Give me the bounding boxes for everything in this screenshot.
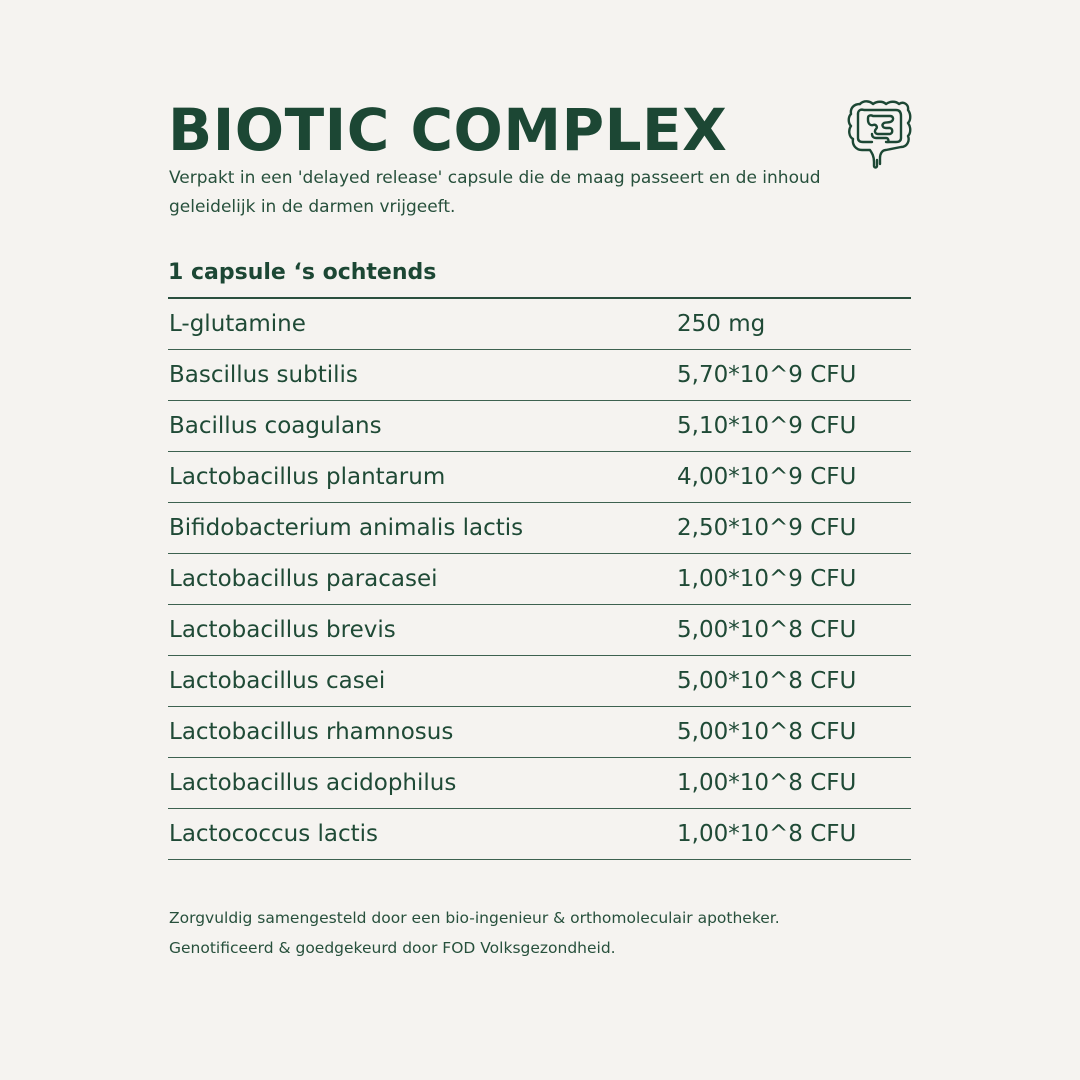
ingredient-amount: 4,00*10^9 CFU — [677, 464, 857, 490]
ingredient-name: Lactobacillus casei — [169, 668, 386, 694]
ingredient-amount: 5,70*10^9 CFU — [677, 362, 857, 388]
ingredient-amount: 5,00*10^8 CFU — [677, 668, 857, 694]
footer-note — [169, 903, 929, 963]
table-row — [168, 350, 911, 401]
ingredient-name: Lactobacillus rhamnosus — [169, 719, 454, 745]
intestine-icon — [846, 92, 914, 170]
ingredient-amount: 1,00*10^8 CFU — [677, 821, 857, 847]
ingredient-name: Lactobacillus acidophilus — [169, 770, 457, 796]
ingredient-amount: 5,00*10^8 CFU — [677, 719, 857, 745]
ingredient-amount: 5,10*10^9 CFU — [677, 413, 857, 439]
ingredient-amount: 2,50*10^9 CFU — [677, 515, 857, 541]
ingredient-name: Lactobacillus paracasei — [169, 566, 438, 592]
ingredient-name: Bacillus coagulans — [169, 413, 382, 439]
table-row — [168, 401, 911, 452]
footer-line-1: Zorgvuldig samengesteld door een bio-ingenieur & orthomoleculair apotheker. — [169, 909, 780, 927]
ingredient-amount: 1,00*10^8 CFU — [677, 770, 857, 796]
dosage-heading: 1 capsule ‘s ochtends — [168, 260, 437, 285]
table-row — [168, 656, 911, 707]
table-row — [168, 809, 911, 860]
ingredient-name: Lactococcus lactis — [169, 821, 379, 847]
table-row — [168, 707, 911, 758]
product-description: Verpakt in een 'delayed release' capsule die de maag passeert en de inhoud geleidelijk in de darmen vrijgeeft. — [169, 168, 821, 217]
ingredient-amount: 5,00*10^8 CFU — [677, 617, 857, 643]
ingredient-name: Lactobacillus plantarum — [169, 464, 446, 490]
ingredient-amount: 1,00*10^9 CFU — [677, 566, 857, 592]
table-row — [168, 758, 911, 809]
ingredients-table — [168, 297, 911, 860]
ingredient-name: Lactobacillus brevis — [169, 617, 396, 643]
ingredient-amount: 250 mg — [677, 311, 766, 337]
ingredient-name: L-glutamine — [169, 311, 306, 337]
footer-line-2: Genotificeerd & goedgekeurd door FOD Volksgezondheid. — [169, 939, 616, 957]
page-title: BIOTIC COMPLEX — [168, 96, 728, 164]
table-row — [168, 605, 911, 656]
table-row — [168, 503, 911, 554]
table-row — [168, 299, 911, 350]
table-row — [168, 554, 911, 605]
table-row — [168, 452, 911, 503]
ingredient-name: Bascillus subtilis — [169, 362, 358, 388]
ingredient-name: Bifidobacterium animalis lactis — [169, 515, 524, 541]
